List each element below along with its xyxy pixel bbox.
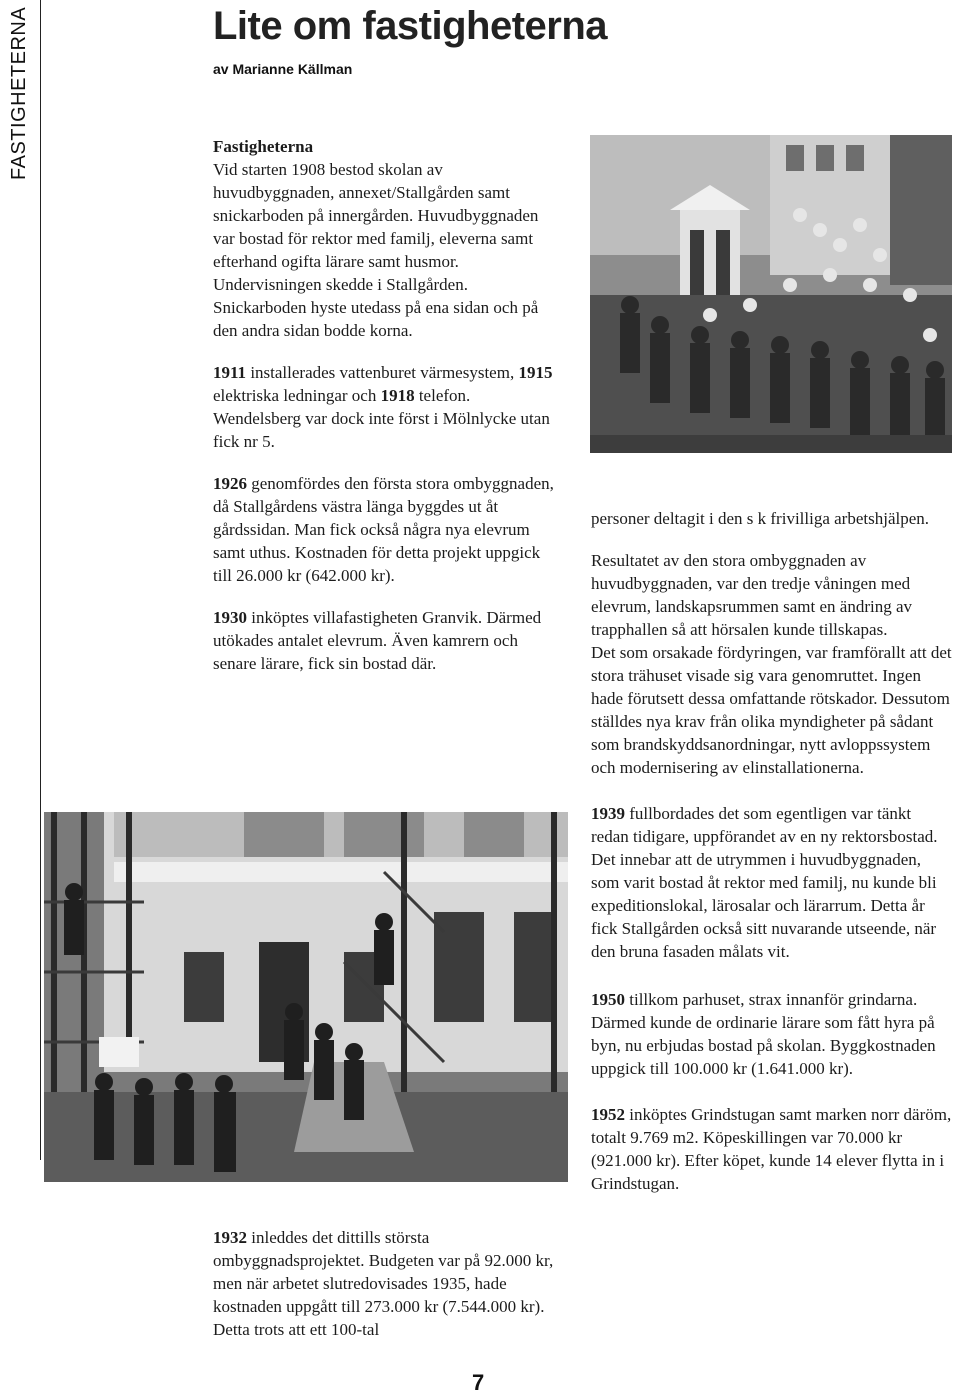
paragraph-1950: 1950 tillkom parhuset, strax innanför grindarna. Därmed kunde de ordinarie lärare som fått hyra på byn, nu erbjudas bostad på skolan. Byggkostnaden uppgick till 100.000 kr (1.641.000 kr). xyxy=(591,990,936,1078)
photo-group-workers-image xyxy=(590,135,952,453)
paragraph-1939: 1939 fullbordades det som egentligen var tänkt redan tidigare, uppförandet av en ny rektorsbostad. Det innebar att de utrymmen i huvudbyggnaden, som varit bostad åt rektor med familj, nu kunde bli expeditionslokal, lärosalar och lärarrum. Detta år fick Stallgården också sitt nuvarande utseende, när den bruna fasaden målats vit. xyxy=(591,804,938,961)
year-1918: 1918 xyxy=(380,386,415,405)
paragraph-1932: 1932 inleddes det dittills största ombyggnadsprojektet. Budgeten var på 92.000 kr, men när arbetet slutredovisades 1935, hade kostnaden uppgått till 273.000 kr (7.544.000 kr). Detta trots att ett 100-tal xyxy=(213,1228,554,1339)
photo-building-scaffolding-image xyxy=(44,812,568,1182)
paragraph-1926: 1926 genomfördes den första stora ombyggnaden, då Stallgårdens västra länga byggdes ut åt gårdssidan. Man fick också några nya elevrum samt uthus. Kostnaden för detta projekt uppgick till 26.000 kr (642.000 kr). xyxy=(213,474,554,585)
paragraph-arbetshjalpen: personer deltagit i den s k frivilliga arbetshjälpen. xyxy=(591,509,930,528)
year-1926: 1926 xyxy=(213,474,247,493)
year-1930: 1930 xyxy=(213,608,247,627)
paragraph-1911: 1911 installerades vattenburet värmesystem, 1915 elektriska ledningar och 1918 telefon. xyxy=(213,363,553,405)
paragraph-1930: 1930 inköptes villafastigheten Granvik. Därmed utökades antalet elevrum. Även kamrern och senare lärare, fick sin bostad där. xyxy=(213,608,542,673)
paragraph-1952: 1952 inköptes Grindstugan samt marken norr däröm, totalt 9.769 m2. Köpeskillingen var 70.000 kr (921.000 kr). Efter köpet, kunde 14 elever flytta in i Grindstugan. xyxy=(591,1105,952,1193)
photo-building-scaffolding xyxy=(44,812,568,1182)
photo-group-workers xyxy=(590,135,952,453)
year-1952: 1952 xyxy=(591,1105,625,1124)
year-1950: 1950 xyxy=(591,990,625,1009)
year-1915: 1915 xyxy=(518,363,553,382)
paragraph-wendelsberg: Wendelsberg var dock inte först i Mölnlycke utan fick nr 5. xyxy=(213,409,550,451)
section-tab-rule xyxy=(40,0,41,1160)
article-title: Lite om fastigheterna xyxy=(213,4,608,48)
text-column-left xyxy=(213,135,563,694)
year-1939: 1939 xyxy=(591,804,625,823)
paragraph-resultatet: Resultatet av den stora ombyggnaden av huvudbyggnaden, var den tredje våningen med elevrum, landskapsrummen samt en ändring av trapphallen så att hörsalen kunde tillskapas. xyxy=(591,551,913,639)
year-1932: 1932 xyxy=(213,1228,247,1247)
paragraph-intro: Vid starten 1908 bestod skolan av huvudbyggnaden, annexet/Stallgården samt snickarboden på innergården. Huvudbyggnaden var bostad för rektor med familj, eleverna samt efterhand ogifta lärare samt husmor. Undervisningen skedde i Stallgården. Snickarboden hyste utedass på ena sidan och på den andra sidan bodde korna. xyxy=(213,160,539,340)
text-column-left-lower xyxy=(213,1226,563,1360)
year-1911: 1911 xyxy=(213,363,247,382)
page-number: 7 xyxy=(472,1370,485,1395)
article-byline: av Marianne Källman xyxy=(213,61,353,77)
paragraph-fordyringen: Det som orsakade fördyringen, var framförallt att det stora trähuset visade sig vara genomruttet. Ingen hade förutsett dessa omfattande rötskador. Dessutom ställdes nya krav från olika myndigheter på sådant som brandskyddsanordningar, nytt avloppssystem och modernisering av elinstallationerna. xyxy=(591,643,952,777)
section-tab xyxy=(0,0,44,1394)
text-column-right xyxy=(591,507,953,1214)
section-heading: Fastigheterna xyxy=(213,137,314,156)
section-tab-label: FASTIGHETERNA xyxy=(8,6,30,180)
